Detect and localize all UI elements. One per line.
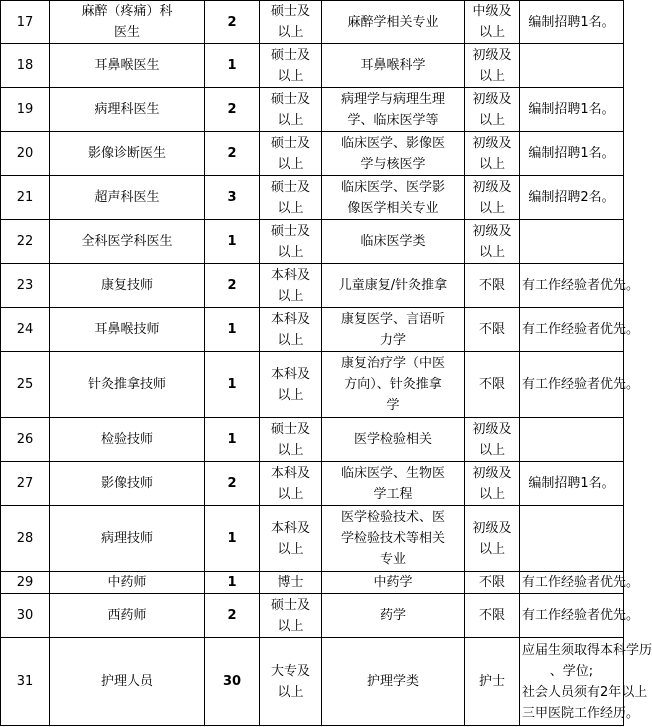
cell-number: 19 (1, 88, 50, 132)
cell-position: 病理技师 (50, 506, 205, 572)
cell-note: 编制招聘1名。 (520, 132, 624, 176)
cell-note: 应届生须取得本科学历 、学位; 社会人员须有2年以上 三甲医院工作经历。 (520, 638, 624, 726)
cell-number: 21 (1, 176, 50, 220)
cell-title: 不限 (465, 264, 520, 308)
cell-number: 30 (1, 594, 50, 638)
cell-education: 本科及 以上 (260, 264, 322, 308)
cell-count: 2 (205, 1, 260, 44)
cell-education: 本科及 以上 (260, 506, 322, 572)
cell-major: 麻醉学相关专业 (322, 1, 465, 44)
cell-position: 全科医学科医生 (50, 220, 205, 264)
cell-major: 病理学与病理生理 学、临床医学等 (322, 88, 465, 132)
cell-count: 2 (205, 264, 260, 308)
cell-position: 影像诊断医生 (50, 132, 205, 176)
table-row (1, 264, 624, 308)
cell-number: 27 (1, 462, 50, 506)
cell-education: 硕士及 以上 (260, 44, 322, 88)
table-row (1, 418, 624, 462)
cell-position: 耳鼻喉医生 (50, 44, 205, 88)
cell-education: 大专及 以上 (260, 638, 322, 726)
cell-count: 30 (205, 638, 260, 726)
cell-note (520, 220, 624, 264)
cell-count: 2 (205, 594, 260, 638)
cell-count: 3 (205, 176, 260, 220)
cell-title: 不限 (465, 352, 520, 418)
cell-note: 有工作经验者优先。 (520, 308, 624, 352)
table-row (1, 308, 624, 352)
cell-note: 编制招聘2名。 (520, 176, 624, 220)
cell-note (520, 506, 624, 572)
cell-count: 2 (205, 88, 260, 132)
cell-title: 中级及 以上 (465, 1, 520, 44)
cell-number: 29 (1, 572, 50, 594)
cell-title: 初级及 以上 (465, 44, 520, 88)
cell-number: 17 (1, 1, 50, 44)
cell-title: 初级及 以上 (465, 418, 520, 462)
cell-education: 硕士及 以上 (260, 594, 322, 638)
table-row (1, 220, 624, 264)
cell-education: 硕士及 以上 (260, 88, 322, 132)
cell-major: 中药学 (322, 572, 465, 594)
table-row (1, 176, 624, 220)
table-body (1, 1, 652, 726)
cell-count: 1 (205, 352, 260, 418)
cell-count: 1 (205, 418, 260, 462)
cell-number: 20 (1, 132, 50, 176)
cell-title: 初级及 以上 (465, 88, 520, 132)
cell-major: 临床医学类 (322, 220, 465, 264)
cell-position: 病理科医生 (50, 88, 205, 132)
table-row (1, 506, 624, 572)
cell-number: 26 (1, 418, 50, 462)
cell-count: 2 (205, 462, 260, 506)
cell-major: 康复医学、言语听 力学 (322, 308, 465, 352)
cell-position: 麻醉（疼痛）科 医生 (50, 1, 205, 44)
cell-note: 编制招聘1名。 (520, 1, 624, 44)
cell-major: 儿童康复/针灸推拿 (322, 264, 465, 308)
cell-note: 有工作经验者优先。 (520, 572, 624, 594)
cell-number: 25 (1, 352, 50, 418)
cell-major: 医学检验技术、医 学检验技术等相关 专业 (322, 506, 465, 572)
cell-major: 临床医学、影像医 学与核医学 (322, 132, 465, 176)
cell-position: 影像技师 (50, 462, 205, 506)
cell-education: 硕士及 以上 (260, 220, 322, 264)
cell-position: 护理人员 (50, 638, 205, 726)
cell-count: 1 (205, 506, 260, 572)
cell-position: 检验技师 (50, 418, 205, 462)
cell-note: 编制招聘1名。 (520, 462, 624, 506)
table-row (1, 44, 624, 88)
table-row (1, 594, 624, 638)
table-row (1, 132, 624, 176)
cell-title: 不限 (465, 594, 520, 638)
cell-title: 护士 (465, 638, 520, 726)
cell-note: 有工作经验者优先。 (520, 264, 624, 308)
cell-count: 2 (205, 132, 260, 176)
cell-number: 18 (1, 44, 50, 88)
table-row (1, 352, 624, 418)
cell-count: 1 (205, 220, 260, 264)
table-row (1, 462, 624, 506)
cell-major: 护理学类 (322, 638, 465, 726)
cell-number: 23 (1, 264, 50, 308)
cell-title: 初级及 以上 (465, 220, 520, 264)
cell-note (520, 418, 624, 462)
cell-number: 28 (1, 506, 50, 572)
cell-number: 24 (1, 308, 50, 352)
cell-education: 硕士及 以上 (260, 176, 322, 220)
cell-note: 有工作经验者优先。 (520, 594, 624, 638)
cell-title: 初级及 以上 (465, 506, 520, 572)
cell-title: 初级及 以上 (465, 462, 520, 506)
cell-education: 硕士及 以上 (260, 418, 322, 462)
cell-position: 中药师 (50, 572, 205, 594)
cell-number: 22 (1, 220, 50, 264)
table-row (1, 638, 624, 726)
cell-position: 针灸推拿技师 (50, 352, 205, 418)
cell-major: 医学检验相关 (322, 418, 465, 462)
table-row (1, 1, 624, 44)
cell-position: 超声科医生 (50, 176, 205, 220)
cell-note (520, 44, 624, 88)
cell-education: 本科及 以上 (260, 352, 322, 418)
cell-note: 有工作经验者优先。 (520, 352, 624, 418)
cell-title: 初级及 以上 (465, 132, 520, 176)
cell-position: 耳鼻喉技师 (50, 308, 205, 352)
cell-note: 编制招聘1名。 (520, 88, 624, 132)
table-row (1, 88, 624, 132)
cell-count: 1 (205, 44, 260, 88)
cell-title: 不限 (465, 572, 520, 594)
cell-number: 31 (1, 638, 50, 726)
cell-major: 临床医学、医学影 像医学相关专业 (322, 176, 465, 220)
cell-position: 康复技师 (50, 264, 205, 308)
cell-education: 本科及 以上 (260, 462, 322, 506)
cell-title: 不限 (465, 308, 520, 352)
cell-major: 临床医学、生物医 学工程 (322, 462, 465, 506)
cell-position: 西药师 (50, 594, 205, 638)
cell-count: 1 (205, 572, 260, 594)
cell-education: 硕士及 以上 (260, 132, 322, 176)
cell-education: 本科及 以上 (260, 308, 322, 352)
cell-major: 耳鼻喉科学 (322, 44, 465, 88)
cell-education: 博士 (260, 572, 322, 594)
table-row (1, 572, 624, 594)
cell-education: 硕士及 以上 (260, 1, 322, 44)
cell-major: 药学 (322, 594, 465, 638)
cell-title: 初级及 以上 (465, 176, 520, 220)
cell-major: 康复治疗学（中医 方向）、针灸推拿 学 (322, 352, 465, 418)
cell-count: 1 (205, 308, 260, 352)
